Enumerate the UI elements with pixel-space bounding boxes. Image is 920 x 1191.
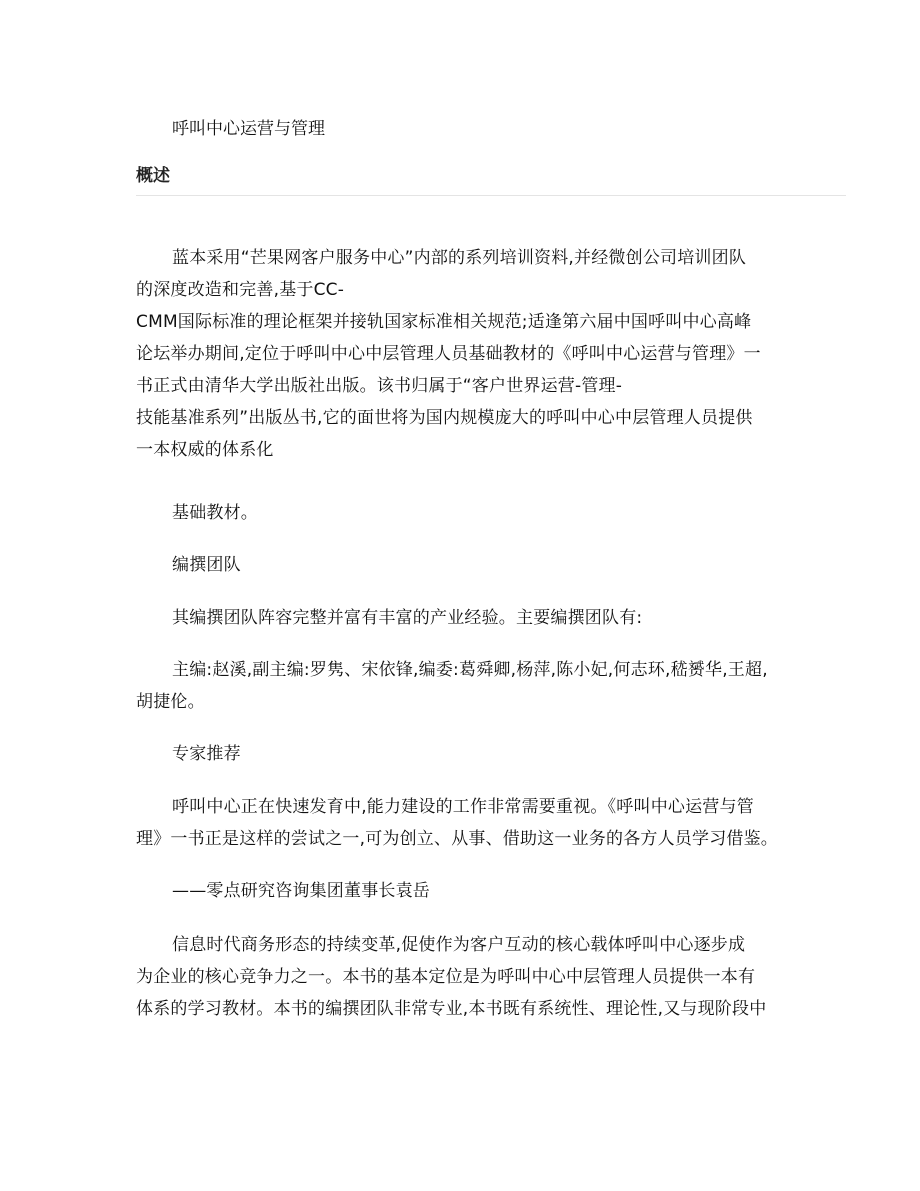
paragraph-line: 其编撰团队阵容完整并富有丰富的产业经验。主要编撰团队有: xyxy=(172,608,643,628)
intro-paragraph-end xyxy=(136,497,786,529)
subheading-text: 编撰团队 xyxy=(172,555,241,575)
paragraph-line: 信息时代商务形态的持续变革,促使作为客户互动的核心载体呼叫中心逐步成 xyxy=(172,935,746,955)
recommend-author-1 xyxy=(136,875,786,907)
recommend-quote-1 xyxy=(136,791,786,855)
team-description xyxy=(136,602,786,634)
paragraph-line: 论坛举办期间,定位于呼叫中心中层管理人员基础教材的《呼叫中心运营与管理》一 xyxy=(136,344,761,364)
subheading-text: 专家推荐 xyxy=(172,744,241,764)
paragraph-line: 书正式由清华大学出版社出版。该书归属于“客户世界运营-管理- xyxy=(136,376,623,396)
paragraph-line: 技能基准系列”出版丛书,它的面世将为国内规模庞大的呼叫中心中层管理人员提供 xyxy=(136,408,753,428)
paragraph-line: 胡捷伦。 xyxy=(136,692,205,712)
paragraph-line: 基础教材。 xyxy=(172,503,258,523)
recommend-quote-2 xyxy=(136,929,786,1025)
recommend-heading xyxy=(136,738,786,770)
document-title: 呼叫中心运营与管理 xyxy=(172,119,325,139)
section-heading-overview xyxy=(136,165,846,196)
paragraph-line: 主编:赵溪,副主编:罗隽、宋依锋,编委:葛舜卿,杨萍,陈小妃,何志环,嵇赟华,王超, xyxy=(172,660,768,680)
paragraph-line: 呼叫中心正在快速发育中,能力建设的工作非常需要重视。《呼叫中心运营与管 xyxy=(172,797,754,817)
team-heading xyxy=(136,549,786,581)
team-members xyxy=(136,654,786,718)
section-heading-text: 概述 xyxy=(136,166,170,186)
paragraph-line: 一本权威的体系化 xyxy=(136,440,274,460)
paragraph-line: 的深度改造和完善,基于CC- xyxy=(136,280,345,300)
intro-paragraph xyxy=(136,242,786,466)
paragraph-line: 为企业的核心竞争力之一。本书的基本定位是为呼叫中心中层管理人员提供一本有 xyxy=(136,967,756,987)
quote-attribution: ——零点研究咨询集团董事长袁岳 xyxy=(172,881,430,901)
paragraph-line: 蓝本采用“芒果网客户服务中心”内部的系列培训资料,并经微创公司培训团队 xyxy=(172,248,747,268)
paragraph-line: 理》一书正是这样的尝试之一,可为创立、从事、借助这一业务的各方人员学习借鉴。 xyxy=(136,829,779,849)
paragraph-line: CMM国际标准的理论框架并接轨国家标准相关规范;适逢第六届中国呼叫中心高峰 xyxy=(136,312,752,332)
paragraph-line: 体系的学习教材。本书的编撰团队非常专业,本书既有系统性、理论性,又与现阶段中 xyxy=(136,999,767,1019)
